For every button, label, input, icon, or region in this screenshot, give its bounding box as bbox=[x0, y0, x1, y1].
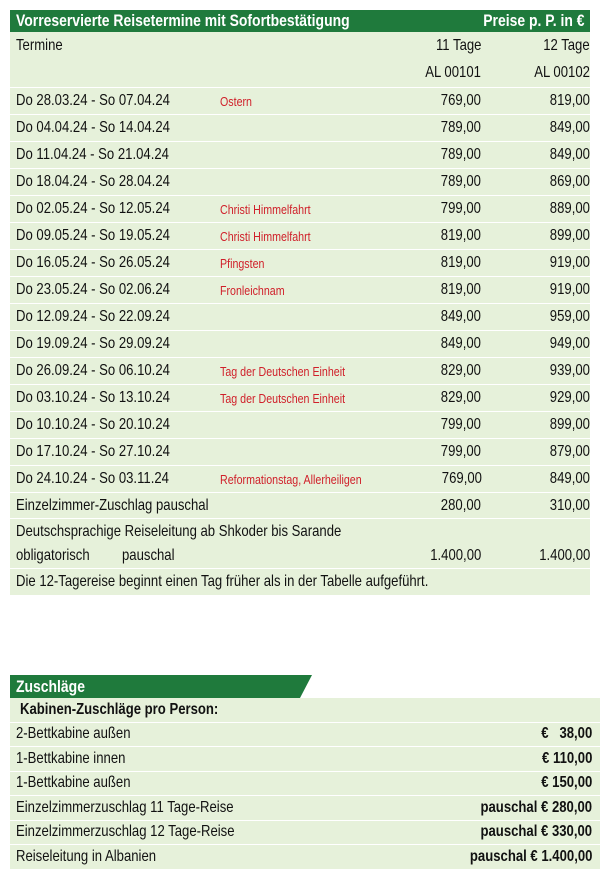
table-row bbox=[10, 277, 590, 304]
row-holiday: Tag der Deutschen Einheit bbox=[220, 363, 346, 379]
row-price-11: 789,00 bbox=[441, 119, 482, 136]
row-price-11: 829,00 bbox=[441, 362, 482, 379]
guide-row-2 bbox=[10, 544, 590, 569]
row-dates: Do 12.09.24 - So 22.09.24 bbox=[16, 308, 170, 325]
surcharge-row bbox=[10, 821, 600, 846]
table-title: Vorreservierte Reisetermine mit Sofortbestätigung bbox=[16, 11, 350, 30]
surcharge-value: pauschal € 280,00 bbox=[480, 798, 592, 816]
row-price-11: 849,00 bbox=[441, 335, 482, 352]
surcharges-body bbox=[10, 698, 600, 870]
table-row bbox=[10, 331, 590, 358]
table-row bbox=[10, 169, 590, 196]
guide-obligatory: obligatorisch bbox=[16, 547, 90, 564]
table-row bbox=[10, 196, 590, 223]
col-11-tage: 11 Tage bbox=[435, 36, 482, 54]
row-holiday: Fronleichnam bbox=[220, 282, 285, 298]
table-row bbox=[10, 223, 590, 250]
single-room-11: 280,00 bbox=[441, 496, 482, 514]
table-header-bar bbox=[10, 10, 590, 32]
row-price-11: 799,00 bbox=[441, 200, 482, 217]
surcharge-row bbox=[10, 772, 600, 797]
surcharge-label: Einzelzimmerzuschlag 12 Tage-Reise bbox=[16, 823, 235, 841]
table-row bbox=[10, 412, 590, 439]
guide-label: Deutschsprachige Reiseleitung ab Shkoder bis Sarande bbox=[16, 522, 342, 540]
date-rows bbox=[10, 88, 590, 493]
surcharge-value: € 150,00 bbox=[540, 774, 592, 792]
row-price-12: 949,00 bbox=[549, 335, 590, 352]
row-dates: Do 23.05.24 - So 02.06.24 bbox=[16, 281, 170, 298]
single-room-12: 310,00 bbox=[549, 496, 591, 514]
row-price-11: 849,00 bbox=[441, 308, 482, 325]
note-row bbox=[10, 569, 590, 595]
guide-row-1 bbox=[10, 519, 590, 544]
row-price-12: 929,00 bbox=[549, 389, 590, 406]
row-price-11: 769,00 bbox=[441, 470, 482, 487]
row-dates: Do 24.10.24 - So 03.11.24 bbox=[16, 470, 169, 487]
row-holiday: Reformationstag, Allerheiligen bbox=[219, 471, 362, 487]
travel-dates-table bbox=[10, 10, 590, 595]
row-dates: Do 19.09.24 - So 29.09.24 bbox=[16, 335, 170, 352]
row-dates: Do 17.10.24 - So 27.10.24 bbox=[16, 443, 170, 460]
guide-flat: pauschal bbox=[122, 547, 175, 564]
row-holiday: Christi Himmelfahrt bbox=[220, 228, 311, 244]
row-price-12: 849,00 bbox=[549, 470, 590, 487]
row-price-11: 819,00 bbox=[441, 281, 482, 298]
surcharge-value: pauschal € 330,00 bbox=[480, 823, 592, 841]
row-price-11: 819,00 bbox=[441, 254, 482, 271]
row-dates: Do 16.05.24 - So 26.05.24 bbox=[16, 254, 170, 271]
column-header-row bbox=[10, 32, 590, 59]
code-row bbox=[10, 59, 590, 88]
row-price-11: 769,00 bbox=[441, 92, 482, 109]
surcharges-subtitle: Kabinen-Zuschläge pro Person: bbox=[20, 700, 219, 718]
surcharges-section bbox=[10, 675, 590, 870]
surcharge-label: 2-Bettkabine außen bbox=[16, 725, 131, 743]
guide-12: 1.400,00 bbox=[538, 547, 591, 564]
row-price-12: 869,00 bbox=[549, 173, 590, 190]
surcharge-row bbox=[10, 796, 600, 821]
row-holiday: Pfingsten bbox=[220, 255, 265, 271]
row-price-11: 819,00 bbox=[441, 227, 482, 244]
col-12-tage: 12 Tage bbox=[543, 36, 590, 54]
surcharge-value: pauschal € 1.400,00 bbox=[469, 847, 592, 865]
surcharges-header bbox=[10, 675, 300, 698]
surcharges-title: Zuschläge bbox=[16, 676, 85, 696]
row-price-12: 849,00 bbox=[549, 146, 590, 163]
surcharge-label: Reiseleitung in Albanien bbox=[16, 847, 157, 865]
surcharge-value: € 110,00 bbox=[541, 749, 592, 767]
row-dates: Do 18.04.24 - So 28.04.24 bbox=[16, 173, 170, 190]
row-price-11: 799,00 bbox=[441, 416, 482, 433]
surcharges-subtitle-row bbox=[10, 698, 600, 723]
row-dates: Do 26.09.24 - So 06.10.24 bbox=[16, 362, 170, 379]
code-11: AL 00101 bbox=[425, 64, 482, 81]
table-row bbox=[10, 358, 590, 385]
table-row bbox=[10, 385, 590, 412]
single-room-label: Einzelzimmer-Zuschlag pauschal bbox=[16, 496, 209, 514]
row-price-12: 919,00 bbox=[549, 254, 590, 271]
row-price-12: 899,00 bbox=[549, 416, 590, 433]
surcharge-row bbox=[10, 747, 600, 772]
row-price-12: 939,00 bbox=[549, 362, 590, 379]
code-12: AL 00102 bbox=[534, 64, 590, 81]
row-price-12: 879,00 bbox=[549, 443, 590, 460]
row-dates: Do 03.10.24 - So 13.10.24 bbox=[16, 389, 170, 406]
row-dates: Do 04.04.24 - So 14.04.24 bbox=[16, 119, 170, 136]
surcharge-row bbox=[10, 845, 600, 870]
table-row bbox=[10, 250, 590, 277]
row-dates: Do 02.05.24 - So 12.05.24 bbox=[16, 200, 170, 217]
row-price-11: 799,00 bbox=[441, 443, 482, 460]
single-room-row bbox=[10, 493, 590, 519]
row-dates: Do 28.03.24 - So 07.04.24 bbox=[16, 92, 170, 109]
table-row bbox=[10, 142, 590, 169]
table-row bbox=[10, 466, 590, 493]
surcharge-label: Einzelzimmerzuschlag 11 Tage-Reise bbox=[16, 798, 234, 816]
surcharge-row bbox=[10, 723, 600, 748]
table-row bbox=[10, 304, 590, 331]
row-price-11: 829,00 bbox=[441, 389, 482, 406]
row-price-11: 789,00 bbox=[441, 146, 482, 163]
row-holiday: Christi Himmelfahrt bbox=[220, 201, 311, 217]
table-body bbox=[10, 32, 590, 595]
price-note: Preise p. P. in € bbox=[482, 11, 584, 30]
surcharge-label: 1-Bettkabine außen bbox=[16, 774, 131, 792]
note-text: Die 12-Tagereise beginnt einen Tag früher als in der Tabelle aufgeführt. bbox=[16, 573, 429, 590]
guide-11: 1.400,00 bbox=[430, 547, 482, 564]
row-price-12: 819,00 bbox=[549, 92, 590, 109]
row-holiday: Ostern bbox=[220, 93, 253, 109]
row-price-12: 889,00 bbox=[549, 200, 590, 217]
surcharge-label: 1-Bettkabine innen bbox=[16, 749, 126, 767]
table-row bbox=[10, 439, 590, 466]
table-row bbox=[10, 88, 590, 115]
table-row bbox=[10, 115, 590, 142]
row-price-11: 789,00 bbox=[441, 173, 482, 190]
surcharge-value: € 38,00 bbox=[540, 725, 592, 743]
row-dates: Do 10.10.24 - So 20.10.24 bbox=[16, 416, 170, 433]
row-holiday: Tag der Deutschen Einheit bbox=[220, 390, 346, 406]
col-termine: Termine bbox=[16, 36, 63, 54]
row-price-12: 959,00 bbox=[549, 308, 590, 325]
row-price-12: 919,00 bbox=[549, 281, 590, 298]
row-price-12: 899,00 bbox=[549, 227, 590, 244]
row-dates: Do 09.05.24 - So 19.05.24 bbox=[16, 227, 170, 244]
row-price-12: 849,00 bbox=[549, 119, 590, 136]
surcharge-rows bbox=[10, 723, 600, 870]
row-dates: Do 11.04.24 - So 21.04.24 bbox=[16, 146, 169, 163]
